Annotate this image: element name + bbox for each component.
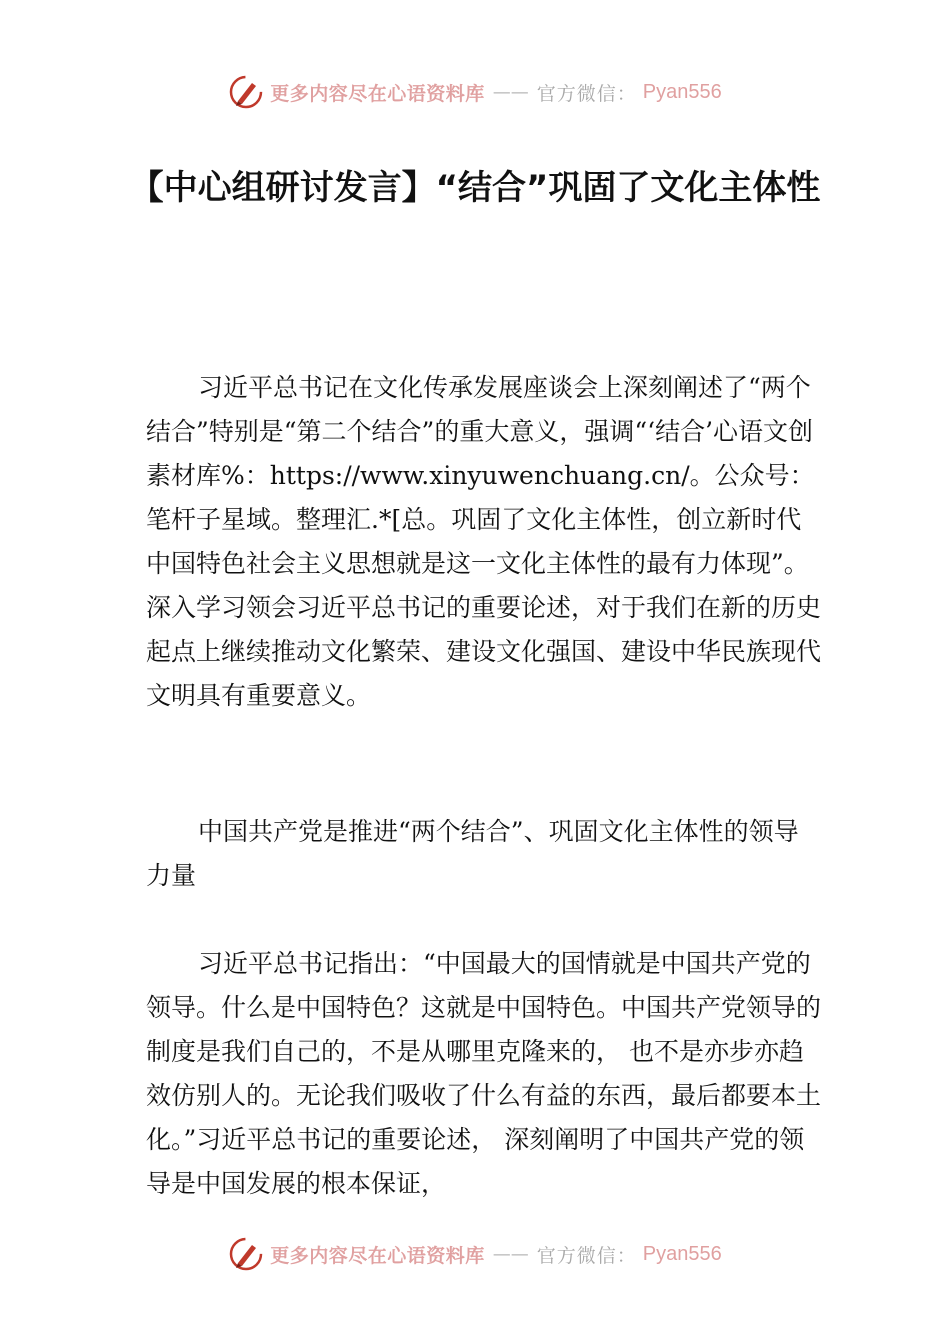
banner-separator: ——	[492, 81, 529, 103]
banner-brand-text: 更多内容尽在心语资料库	[270, 82, 485, 105]
header-banner	[0, 70, 950, 114]
body-paragraph-section-heading: 中国共产党是推进“两个结合”、巩固文化主体性的领导力量	[146, 817, 799, 890]
banner-brand-text: 更多内容尽在心语资料库	[270, 1244, 485, 1267]
document-title: 【中心组研讨发言】“结合”巩固了文化主体性	[129, 168, 821, 208]
banner-separator: ——	[492, 1243, 529, 1265]
pen-logo-icon	[228, 1236, 264, 1272]
banner-wechat-id: Pyan556	[642, 1242, 722, 1265]
footer-banner	[0, 1232, 950, 1276]
banner-wechat-label: 官方微信：	[536, 82, 637, 105]
banner-wechat-id: Pyan556	[642, 80, 722, 103]
pen-logo-icon	[228, 74, 264, 110]
body-paragraph-quote: 习近平总书记指出：“中国最大的国情就是中国共产党的领导。什么是中国特色？这就是中国特色。中国共产党领导的制度是我们自己的，不是从哪里克隆来的， 也不是亦步亦趋效仿别人的。无论我们吸收了什么有益的东西，最后都要本土化。”习近平总书记的重要论述， 深刻阐明了中国共产党的领导是中国发展的根本保证，	[146, 949, 822, 1198]
body-paragraph-intro: 习近平总书记在文化传承发展座谈会上深刻阐述了“两个结合”特别是“第二个结合”的重大意义，强调“‘结合’心语文创素材库%：https://www.xinyuwenchuang.cn/。公众号：笔杆子星域。整理汇.*[总。巩固了文化主体性，创立新时代中国特色社会主义思想就是这一文化主体性的最有力体现”。深入学习领会习近平总书记的重要论述，对于我们在新的历史起点上继续推动文化繁荣、建设文化强国、建设中华民族现代文明具有重要意义。	[146, 373, 822, 710]
banner-wechat-label: 官方微信：	[536, 1244, 637, 1267]
